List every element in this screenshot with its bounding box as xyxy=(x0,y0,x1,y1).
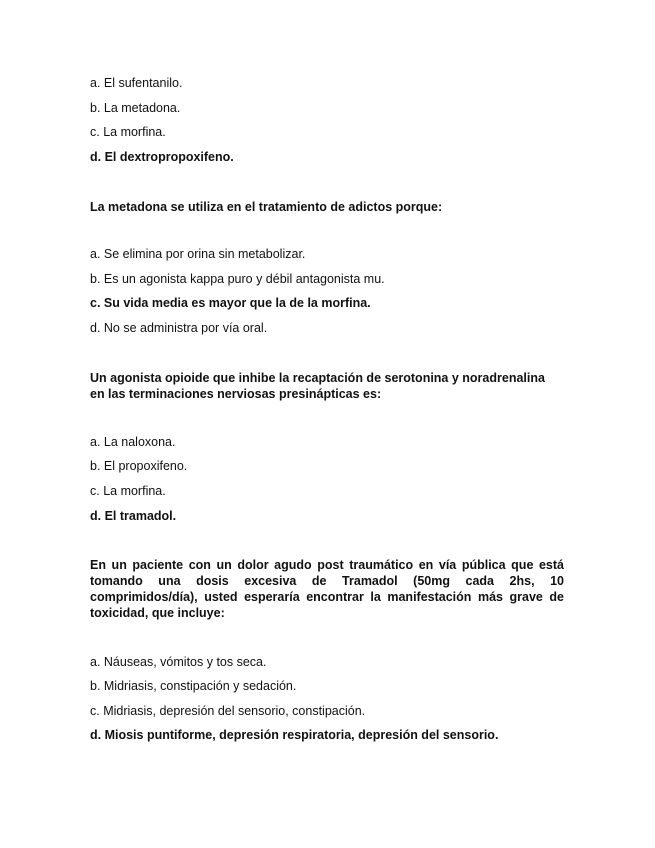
option-a: a. Se elimina por orina sin metabolizar. xyxy=(90,247,306,261)
question-metadona: La metadona se utiliza en el tratamiento de adictos porque: xyxy=(90,200,443,214)
option-b: b. Midriasis, constipación y sedación. xyxy=(90,679,297,693)
option-c-correct: c. Su vida media es mayor que la de la morfina. xyxy=(90,296,371,310)
option-a: a. El sufentanilo. xyxy=(90,76,183,90)
option-b: b. Es un agonista kappa puro y débil antagonista mu. xyxy=(90,272,385,286)
question-tramadol: En un paciente con un dolor agudo post traumático en vía pública que está tomando una dosis excesiva de Tramadol (50mg cada 2hs, 10 comprimidos/día), usted esperaría encontrar la manifestación más grave de toxicidad, que incluye: xyxy=(90,558,564,620)
option-d-correct: d. Miosis puntiforme, depresión respiratoria, depresión del sensorio. xyxy=(90,728,499,742)
option-a: a. La naloxona. xyxy=(90,435,176,449)
option-c: c. La morfina. xyxy=(90,484,166,498)
option-d-correct: d. El dextropropoxifeno. xyxy=(90,150,234,164)
option-b: b. La metadona. xyxy=(90,101,181,115)
option-d-correct: d. El tramadol. xyxy=(90,509,177,523)
question-agonista-line2: en las terminaciones nerviosas presinápticas es: xyxy=(90,387,382,401)
option-d: d. No se administra por vía oral. xyxy=(90,321,268,335)
option-c: c. Midriasis, depresión del sensorio, constipación. xyxy=(90,704,366,718)
option-a: a. Náuseas, vómitos y tos seca. xyxy=(90,655,267,669)
option-b: b. El propoxifeno. xyxy=(90,459,188,473)
option-c: c. La morfina. xyxy=(90,125,166,139)
question-agonista-line1: Un agonista opioide que inhibe la recaptación de serotonina y noradrenalina xyxy=(90,371,545,385)
